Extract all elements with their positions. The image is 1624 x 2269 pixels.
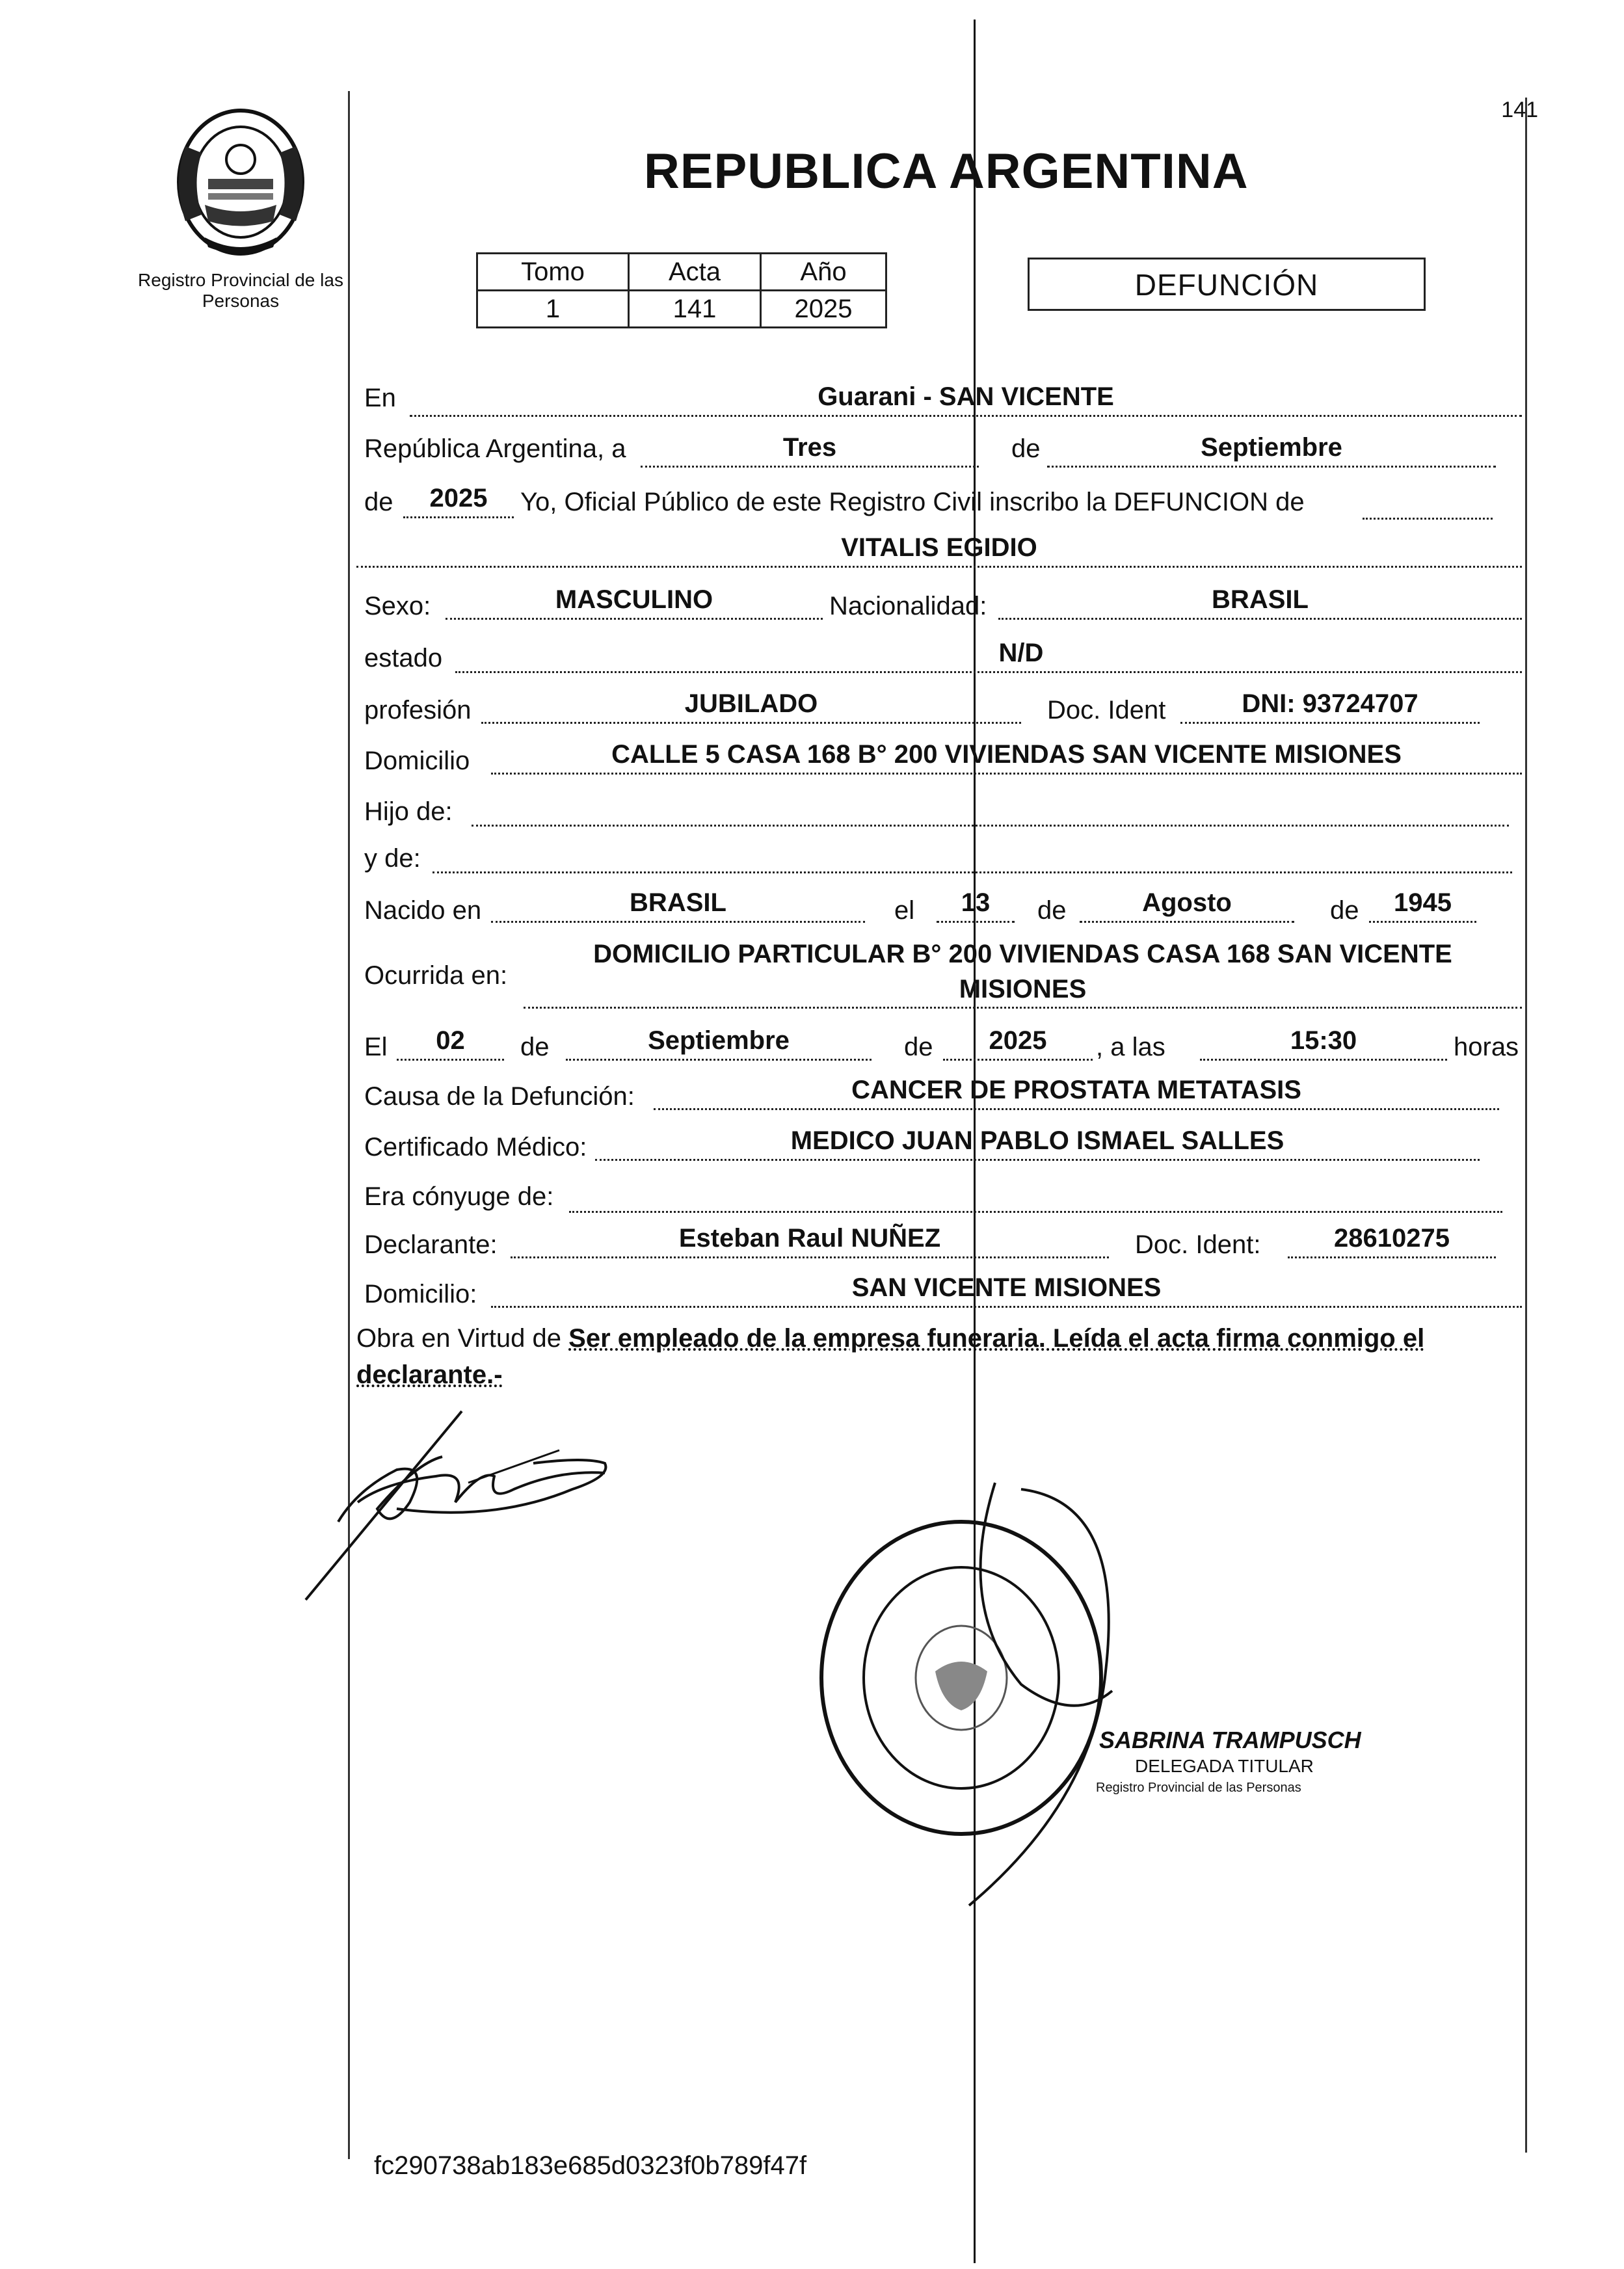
conyuge-field	[569, 1211, 1502, 1213]
nacido-label: Nacido en	[364, 896, 482, 925]
day-text-field: Tres	[641, 433, 979, 468]
deceased-name-field: VITALIS EGIDIO	[356, 533, 1522, 568]
doc-label: Doc. Ident	[1047, 696, 1166, 724]
birth-day-field: 13	[937, 888, 1015, 923]
doc2-label: Doc. Ident:	[1135, 1230, 1261, 1259]
horas-label: horas	[1454, 1033, 1519, 1061]
declarante-field: Esteban Raul NUÑEZ	[511, 1224, 1109, 1258]
alas-label: , a las	[1096, 1033, 1165, 1061]
domicilio2-label: Domicilio:	[364, 1280, 477, 1308]
birth-year-field: 1945	[1369, 888, 1476, 923]
obra-label: Obra en Virtud de	[356, 1324, 562, 1353]
ocurrida-line2: MISIONES	[959, 975, 1087, 1003]
de-label-5: de	[520, 1033, 550, 1061]
sexo-label: Sexo:	[364, 592, 431, 620]
certificado-label: Certificado Médico:	[364, 1133, 587, 1161]
document-hash: fc290738ab183e685d0323f0b789f47f	[374, 2151, 807, 2180]
birth-month-field: Agosto	[1080, 888, 1294, 923]
profesion-label: profesión	[364, 696, 472, 724]
right-margin-line	[1525, 98, 1527, 2153]
ocurrida-dots	[524, 1007, 1522, 1009]
reference-table	[476, 252, 887, 328]
declarant-signature	[299, 1392, 637, 1606]
causa-label: Causa de la Defunción:	[364, 1082, 635, 1111]
death-day-field: 02	[397, 1026, 504, 1061]
acta-value: 141	[629, 291, 761, 328]
ocurrida-label: Ocurrida en:	[364, 961, 508, 990]
yde-label: y de:	[364, 844, 421, 873]
obra-text: Ser empleado de la empresa funeraria. Leída el acta firma conmigo el declarante.-	[356, 1324, 1425, 1389]
anio-header: Año	[761, 254, 886, 291]
registry-name: Registro Provincial de las Personas	[138, 270, 343, 311]
conyuge-label: Era cónyuge de:	[364, 1182, 554, 1211]
ocurrida-line1: DOMICILIO PARTICULAR B° 200 VIVIENDAS CASA 168 SAN VICENTE	[593, 940, 1452, 968]
official-name: SABRINA TRAMPUSCH	[1099, 1727, 1361, 1753]
republica-label: República Argentina, a	[364, 434, 626, 463]
tomo-value: 1	[477, 291, 629, 328]
estado-field: N/D	[455, 639, 1522, 673]
anio-value: 2025	[761, 291, 886, 328]
declarante-doc-field: 28610275	[1288, 1224, 1496, 1258]
de-label-1: de	[1011, 434, 1041, 463]
domicilio-label: Domicilio	[364, 747, 470, 775]
certificado-field: MEDICO JUAN PABLO ISMAEL SALLES	[595, 1126, 1480, 1161]
causa-field: CANCER DE PROSTATA METATASIS	[654, 1076, 1499, 1110]
el2-label: El	[364, 1033, 388, 1061]
official-signature	[943, 1476, 1138, 1931]
declarante-domicilio-field: SAN VICENTE MISIONES	[491, 1273, 1522, 1308]
place-field: Guarani - SAN VICENTE	[410, 382, 1522, 417]
de-label-2: de	[364, 488, 393, 516]
doc-field: DNI: 93724707	[1180, 689, 1480, 724]
profesion-field: JUBILADO	[481, 689, 1021, 724]
intro-dots	[1363, 518, 1493, 520]
death-year-field: 2025	[943, 1026, 1093, 1061]
estado-label: estado	[364, 644, 443, 672]
de-label-4: de	[1330, 896, 1359, 925]
official-office: Registro Provincial de las Personas	[1096, 1781, 1301, 1795]
el-label: el	[894, 896, 915, 925]
sexo-field: MASCULINO	[446, 585, 823, 620]
nacionalidad-field: BRASIL	[998, 585, 1522, 620]
yde-field	[433, 871, 1512, 873]
declarante-label: Declarante:	[364, 1230, 498, 1259]
tomo-header: Tomo	[477, 254, 629, 291]
en-label: En	[364, 384, 396, 412]
death-month-field: Septiembre	[566, 1026, 872, 1061]
province-seal-logo	[166, 107, 315, 257]
official-title: DELEGADA TITULAR	[1135, 1756, 1314, 1776]
intro-text: Yo, Oficial Público de este Registro Civil inscribo la DEFUNCION de	[520, 488, 1305, 516]
year-field: 2025	[403, 484, 514, 518]
month-text-field: Septiembre	[1047, 433, 1496, 468]
domicilio-field: CALLE 5 CASA 168 B° 200 VIVIENDAS SAN VICENTE MISIONES	[491, 740, 1522, 775]
death-time-field: 15:30	[1200, 1026, 1447, 1061]
record-type-box: DEFUNCIÓN	[1028, 258, 1426, 311]
hijo-field	[472, 825, 1509, 827]
hijo-label: Hijo de:	[364, 797, 453, 826]
page-number: 141	[1501, 98, 1538, 122]
obra-paragraph	[356, 1320, 1521, 1393]
left-margin-line	[348, 91, 350, 2159]
nacionalidad-label: Nacionalidad:	[829, 592, 987, 620]
de-label-3: de	[1037, 896, 1067, 925]
de-label-6: de	[904, 1033, 933, 1061]
document-title: REPUBLICA ARGENTINA	[644, 144, 1249, 199]
acta-header: Acta	[629, 254, 761, 291]
nacido-field: BRASIL	[491, 888, 865, 923]
